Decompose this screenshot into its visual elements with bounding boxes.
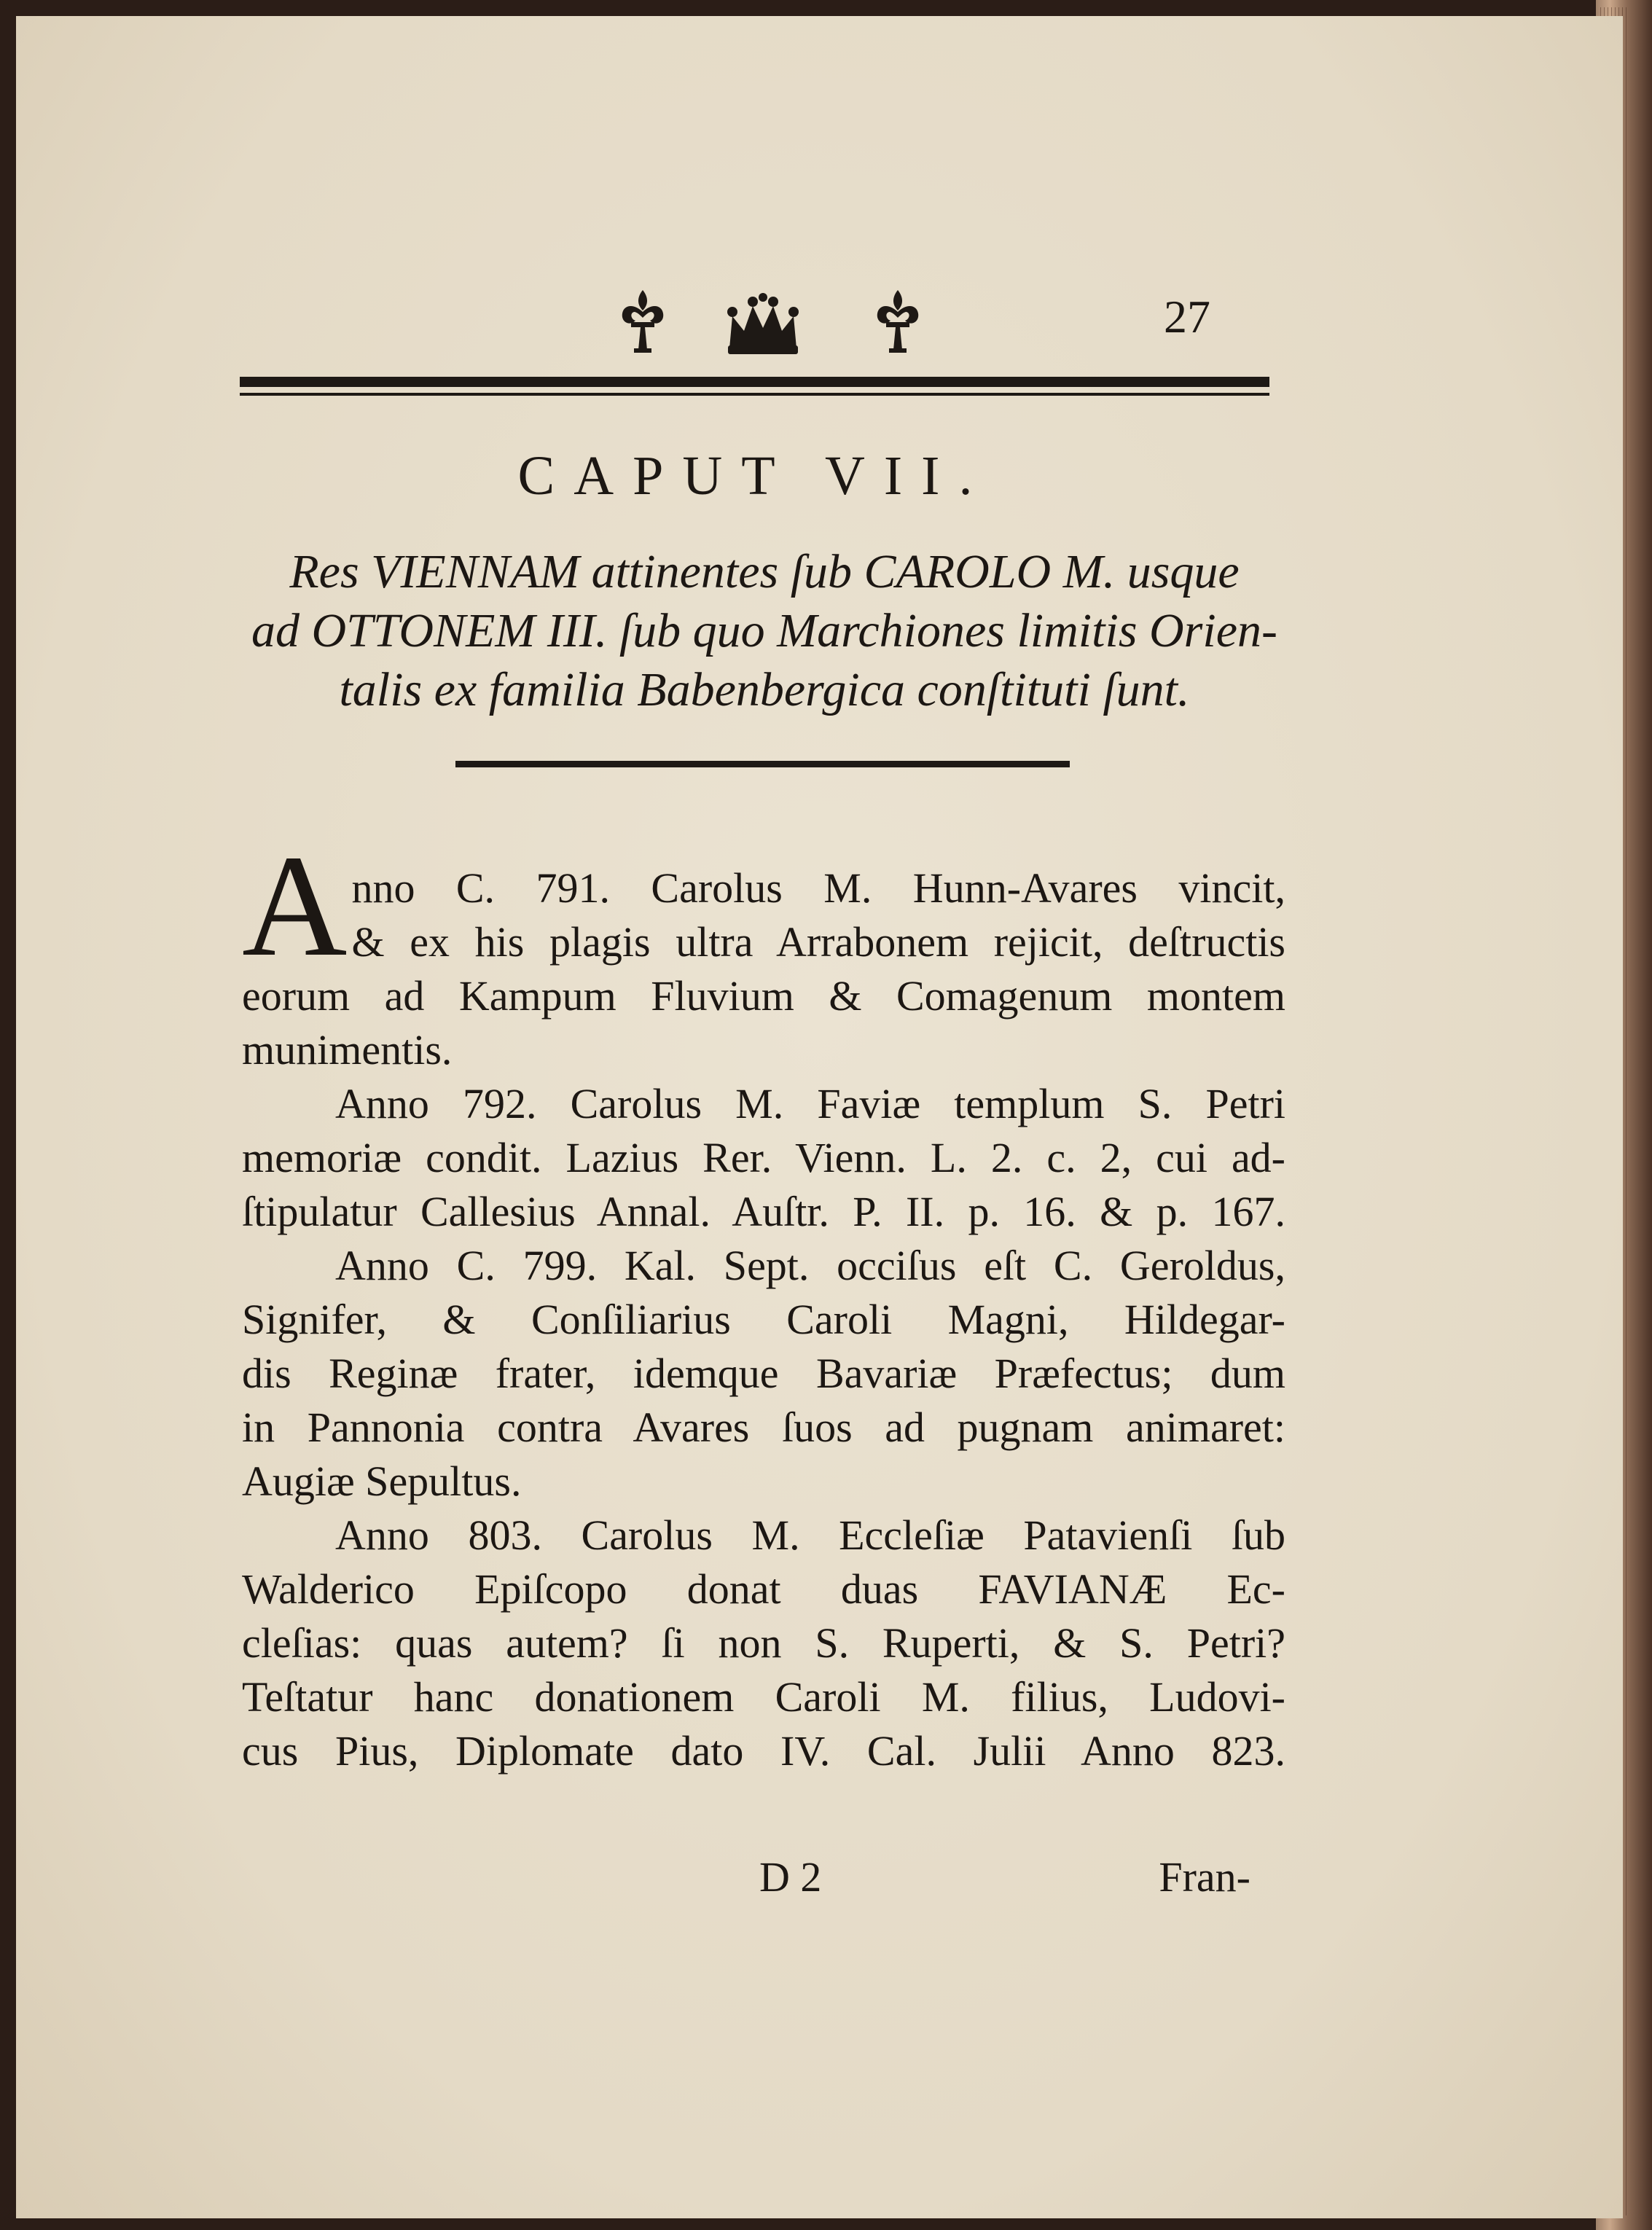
- text-line: Signifer, & Conſiliarius Caroli Magni, Hildegar-: [242, 1296, 1285, 1343]
- chapter-title: [240, 542, 1289, 719]
- text-line: in Pannonia contra Avares ſuos ad pugnam animaret:: [242, 1404, 1285, 1451]
- chapter-title-line: ad OTTONEM III. ſub quo Marchiones limitis Orien-: [251, 604, 1277, 657]
- signature-mark: D 2: [759, 1853, 822, 1901]
- book-page: [16, 16, 1623, 2218]
- header-rule-thick: [240, 377, 1269, 387]
- page-number: 27: [1164, 291, 1210, 343]
- drop-cap: A: [242, 826, 348, 987]
- text-line: Anno C. 799. Kal. Sept. occiſus eſt C. Geroldus,: [335, 1242, 1285, 1289]
- paragraph-792: [242, 1077, 1285, 1239]
- text-line: munimentis.: [242, 1026, 453, 1073]
- paragraph-803: [242, 1509, 1285, 1778]
- crown-icon: [727, 293, 799, 354]
- text-line: Augiæ Sepultus.: [242, 1458, 522, 1505]
- body-text: [242, 826, 1285, 1778]
- text-line: eorum ad Kampum Fluvium & Comagenum montem: [242, 972, 1285, 1020]
- chapter-heading: CAPUT VII.: [517, 445, 992, 506]
- text-line: & ex his plagis ultra Arrabonem rejicit, deſtructis: [351, 918, 1285, 966]
- text-line: Anno 803. Carolus M. Eccleſiæ Patavienſi ſub: [335, 1511, 1285, 1559]
- chapter-title-line: Res VIENNAM attinentes ſub CAROLO M. usque: [289, 545, 1240, 598]
- header-rule-thin: [240, 393, 1269, 396]
- text-line: Teſtatur hanc donationem Caroli M. filius, Ludovi-: [242, 1673, 1285, 1721]
- text-line: Anno 792. Carolus M. Faviæ templum S. Petri: [335, 1080, 1285, 1127]
- header-ornaments: [592, 284, 956, 357]
- text-line: ſtipulatur Callesius Annal. Auſtr. P. II. p. 16. & p. 167.: [242, 1188, 1285, 1235]
- text-line: cus Pius, Diplomate dato IV. Cal. Julii Anno 823.: [242, 1727, 1285, 1775]
- fleur-icon: [622, 290, 663, 353]
- text-line: cleſias: quas autem? ſi non S. Ruperti, & S. Petri?: [242, 1619, 1285, 1667]
- catchword: Fran-: [1159, 1853, 1250, 1901]
- text-line: nno C. 791. Carolus M. Hunn-Avares vincit,: [351, 864, 1285, 912]
- paragraph-791: [242, 826, 1285, 1077]
- chapter-title-line: talis ex familia Babenbergica conſtituti ſunt.: [339, 663, 1190, 716]
- text-line: Walderico Epiſcopo donat duas FAVIANÆ Ec-: [242, 1565, 1285, 1613]
- text-line: memoriæ condit. Lazius Rer. Vienn. L. 2. c. 2, cui ad-: [242, 1134, 1285, 1181]
- fleur-icon: [877, 290, 918, 353]
- divider-rule: [455, 761, 1070, 767]
- paragraph-799: [242, 1239, 1285, 1509]
- text-line: dis Reginæ frater, idemque Bavariæ Præfectus; dum: [242, 1350, 1285, 1397]
